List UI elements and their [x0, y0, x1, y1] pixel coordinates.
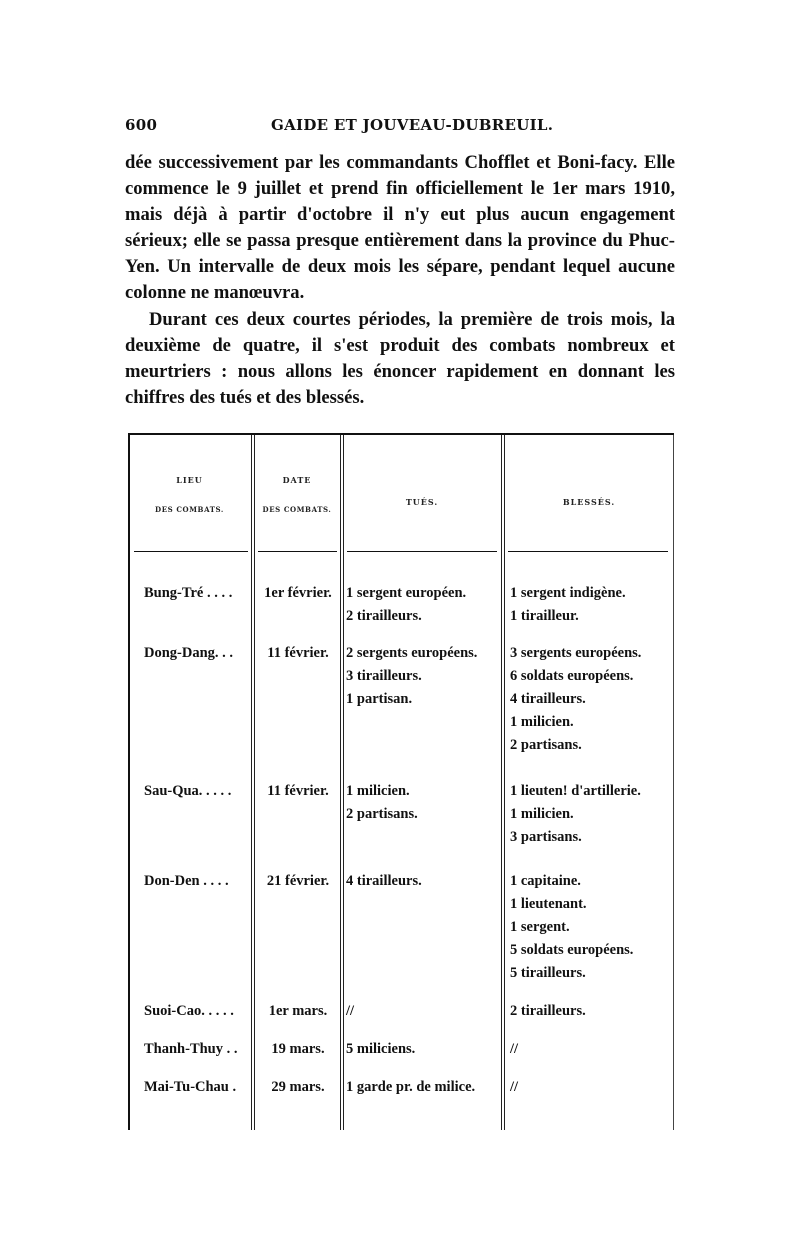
cell-tues-line: 5 miliciens.	[346, 1041, 416, 1057]
cell-blesses-line: 3 sergents européens.	[510, 645, 642, 661]
cell-lieu-line: Thanh-Thuy . .	[144, 1041, 238, 1057]
casualty-table	[128, 433, 674, 1130]
header-date-line2: DES COMBATS.	[262, 505, 332, 514]
table-border-left	[128, 435, 130, 1130]
header-tues: TUÉS.	[405, 497, 439, 507]
header-lieu-line1: LIEU	[176, 475, 203, 485]
cell-tues-line: //	[346, 1003, 355, 1019]
cell-tues	[346, 1000, 354, 1023]
cell-lieu	[144, 1038, 238, 1061]
header-rule	[508, 551, 668, 552]
paragraph-2: Durant ces deux courtes périodes, la première de trois mois, la deuxième de quatre, il s'est produit des combats nombreux et meurtriers : nous allons les énoncer rapidement en donnant les chiffres des tués et des blessés.	[125, 309, 675, 408]
cell-blesses-line: 1 tirailleur.	[510, 608, 579, 624]
cell-blesses-line: 2 partisans.	[510, 737, 582, 753]
cell-blesses-line: 2 tirailleurs.	[510, 1003, 586, 1019]
cell-lieu-line: Bung-Tré . . . .	[144, 585, 233, 601]
cell-date-line: 11 février.	[267, 645, 329, 661]
cell-blesses-line: //	[510, 1041, 519, 1057]
cell-tues-line: 2 partisans.	[346, 806, 418, 822]
cell-tues	[346, 780, 418, 826]
cell-tues-line: 4 tirailleurs.	[346, 873, 422, 889]
cell-date-line: 1er mars.	[268, 1003, 328, 1019]
cell-lieu	[144, 1000, 234, 1023]
cell-date	[256, 870, 340, 893]
column-divider	[504, 435, 505, 1130]
cell-lieu	[144, 780, 231, 803]
cell-blesses-line: 6 soldats européens.	[510, 668, 634, 684]
cell-date	[256, 1000, 340, 1023]
cell-blesses-line: 3 partisans.	[510, 829, 582, 845]
cell-blesses-line: 1 milicien.	[510, 714, 574, 730]
cell-blesses	[510, 870, 633, 985]
header-rule	[134, 551, 248, 552]
cell-tues-line: 1 partisan.	[346, 691, 413, 707]
cell-lieu	[144, 582, 232, 605]
paragraph-1: dée successivement par les commandants Chofflet et Boni-facy. Elle commence le 9 juillet et prend fin officiellement le 1er mars 1910, mais déjà à partir d'octobre il n'y eut plus aucun engagement sérieux; elle se passa presque entièrement dans la province du Phuc-Yen. Un intervalle de deux mois les sépare, pendant lequel aucune colonne ne manœuvra.	[125, 152, 675, 303]
body-text	[125, 150, 675, 411]
cell-blesses-line: //	[510, 1079, 519, 1095]
cell-tues-line: 2 tirailleurs.	[346, 608, 422, 624]
header-lieu	[128, 475, 251, 514]
header-date-line1: DATE	[282, 475, 312, 485]
cell-blesses-line: 1 capitaine.	[510, 873, 581, 889]
cell-tues	[346, 870, 422, 893]
cell-tues-line: 2 sergents européens.	[346, 645, 478, 661]
cell-blesses	[510, 780, 641, 849]
cell-date-line: 29 mars.	[271, 1079, 325, 1095]
cell-tues-line: 3 tirailleurs.	[346, 668, 422, 684]
cell-lieu-line: Sau-Qua. . . . .	[144, 783, 232, 799]
column-divider	[501, 435, 502, 1130]
cell-date-line: 19 mars.	[271, 1041, 325, 1057]
cell-date-line: 21 février.	[266, 873, 330, 889]
header-rule	[347, 551, 497, 552]
cell-tues-line: 1 sergent européen.	[346, 585, 467, 601]
cell-blesses	[510, 1038, 518, 1061]
header-rule	[258, 551, 337, 552]
cell-lieu-line: Mai-Tu-Chau .	[144, 1079, 237, 1095]
cell-date-line: 11 février.	[267, 783, 329, 799]
cell-blesses-line: 1 milicien.	[510, 806, 574, 822]
cell-date	[256, 1076, 340, 1099]
cell-blesses-line: 5 soldats européens.	[510, 942, 634, 958]
cell-lieu	[144, 1076, 236, 1099]
cell-tues	[346, 642, 477, 711]
cell-blesses-line: 1 sergent indigène.	[510, 585, 626, 601]
header-lieu-line2: DES COMBATS.	[155, 505, 224, 514]
cell-blesses-line: 1 lieuten! d'artillerie.	[510, 783, 641, 799]
cell-lieu-line: Don-Den . . . .	[144, 873, 229, 889]
column-divider	[343, 435, 344, 1130]
cell-tues-line: 1 milicien.	[346, 783, 410, 799]
cell-tues	[346, 1038, 415, 1061]
running-head: GAIDE ET JOUVEAU-DUBREUIL.	[271, 116, 554, 134]
cell-date	[256, 582, 340, 605]
cell-blesses-line: 4 tirailleurs.	[510, 691, 586, 707]
table-border-right	[673, 435, 674, 1130]
cell-date	[256, 642, 340, 665]
column-divider	[254, 435, 255, 1130]
cell-lieu-line: Dong-Dang. . .	[144, 645, 234, 661]
cell-blesses	[510, 1076, 518, 1099]
cell-date	[256, 1038, 340, 1061]
cell-lieu-line: Suoi-Cao. . . . .	[144, 1003, 234, 1019]
cell-date	[256, 780, 340, 803]
cell-tues	[346, 1076, 475, 1099]
column-divider	[340, 435, 341, 1130]
header-date	[254, 475, 340, 514]
page-number: 600	[125, 116, 158, 134]
cell-lieu	[144, 642, 233, 665]
cell-blesses-line: 1 lieutenant.	[510, 896, 587, 912]
cell-blesses	[510, 1000, 586, 1023]
cell-blesses	[510, 582, 626, 628]
header-blesses: BLESSÉS.	[562, 497, 616, 507]
cell-lieu	[144, 870, 229, 893]
cell-blesses-line: 1 sergent.	[510, 919, 570, 935]
cell-tues	[346, 582, 466, 628]
cell-date-line: 1er février.	[264, 585, 332, 601]
column-divider	[251, 435, 252, 1130]
cell-blesses	[510, 642, 641, 757]
cell-tues-line: 1 garde pr. de milice.	[346, 1079, 476, 1095]
cell-blesses-line: 5 tirailleurs.	[510, 965, 586, 981]
